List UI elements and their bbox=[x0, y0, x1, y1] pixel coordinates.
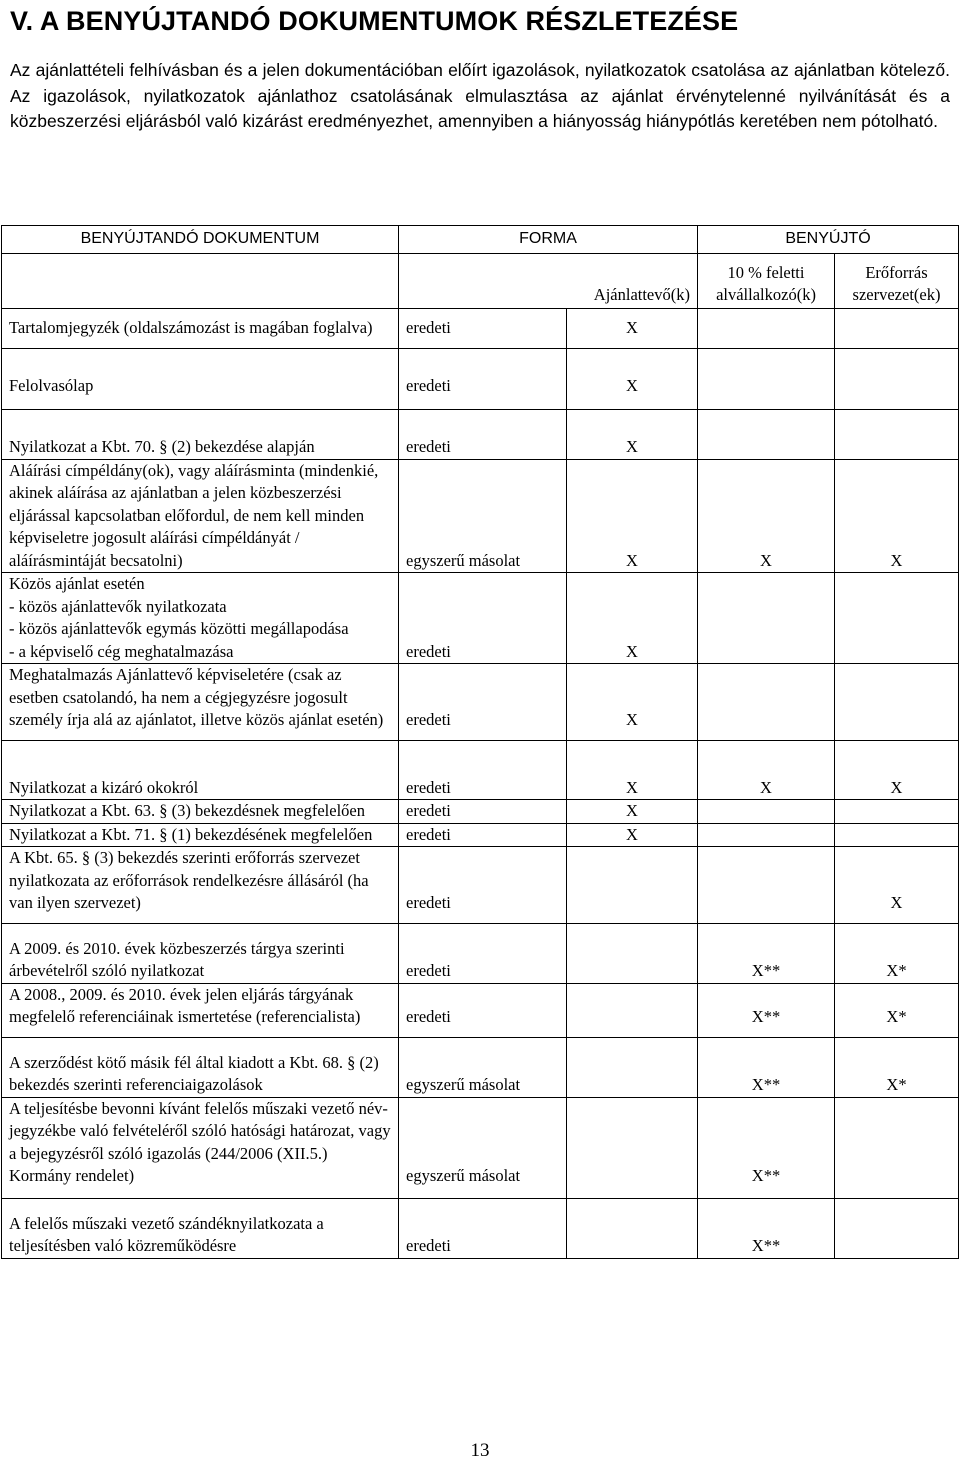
row-form-cell: eredeti bbox=[399, 348, 567, 410]
row-form-cell: egyszerű másolat bbox=[399, 459, 567, 573]
page-title: V. A BENYÚJTANDÓ DOKUMENTUMOK RÉSZLETEZÉSE bbox=[10, 6, 739, 36]
row-resource-cell: X* bbox=[835, 983, 959, 1037]
row-bidder-cell: X bbox=[567, 410, 698, 460]
row-document-cell: Nyilatkozat a Kbt. 70. § (2) bekezdése alapján bbox=[2, 410, 399, 460]
header-submitter: BENYÚJTÓ bbox=[698, 226, 959, 254]
row-document-cell: A 2008., 2009. és 2010. évek jelen eljárás tárgyának megfelelő referenciáinak ismertetése (referencialista) bbox=[2, 983, 399, 1037]
header-document: BENYÚJTANDÓ DOKUMENTUM bbox=[2, 226, 399, 254]
row-bidder-cell: X bbox=[567, 309, 698, 349]
subheader-subcontractor: 10 % feletti alvállalkozó(k) bbox=[698, 254, 835, 309]
row-form-cell: eredeti bbox=[399, 740, 567, 800]
row-subcontractor-cell bbox=[698, 823, 835, 847]
row-document-cell: Felolvasólap bbox=[2, 348, 399, 410]
row-subcontractor-cell bbox=[698, 573, 835, 664]
row-resource-cell: X bbox=[835, 847, 959, 924]
table-row bbox=[2, 983, 959, 1037]
row-resource-cell bbox=[835, 664, 959, 741]
table-row bbox=[2, 923, 959, 983]
header-form: FORMA bbox=[399, 226, 698, 254]
row-document-cell: Aláírási címpéldány(ok), vagy aláírásminta (mindenkié, akinek aláírása az ajánlatban a jelen közbeszerzési eljárással kapcsolatban előfordul, de nem kell minden képviseletre jogosult aláírási címpéldányát / aláírásmintáját becsatolni) bbox=[2, 459, 399, 573]
row-bidder-cell bbox=[567, 1037, 698, 1097]
subheader-resource: Erőforrás szervezet(ek) bbox=[835, 254, 959, 309]
row-subcontractor-cell: X** bbox=[698, 923, 835, 983]
row-resource-cell: X bbox=[835, 740, 959, 800]
table-row bbox=[2, 1097, 959, 1198]
documents-table bbox=[1, 225, 959, 1259]
row-form-cell: eredeti bbox=[399, 664, 567, 741]
row-form-cell: eredeti bbox=[399, 410, 567, 460]
table-row bbox=[2, 348, 959, 410]
row-bidder-cell: X bbox=[567, 740, 698, 800]
row-form-cell: eredeti bbox=[399, 309, 567, 349]
table-row bbox=[2, 800, 959, 824]
intro-paragraph: Az ajánlattételi felhívásban és a jelen dokumentációban előírt igazolások, nyilatkozatok csatolása az ajánlatban kötelező. Az igazolások, nyilatkozatok ajánlathoz csatolásának elmulasztása az ajánlat érvénytelenné nyilvánítását és a közbeszerzési eljárásból való kizárást eredményezhet, amennyiben a hiányosság hiánypótlás keretében nem pótolható. bbox=[10, 60, 950, 131]
row-bidder-cell bbox=[567, 1198, 698, 1258]
row-resource-cell bbox=[835, 410, 959, 460]
row-document-cell: Tartalomjegyzék (oldalszámozást is magában foglalva) bbox=[2, 309, 399, 349]
row-form-cell: eredeti bbox=[399, 923, 567, 983]
row-bidder-cell bbox=[567, 923, 698, 983]
table-row bbox=[2, 309, 959, 349]
row-subcontractor-cell bbox=[698, 664, 835, 741]
row-document-cell: A felelős műszaki vezető szándéknyilatkozata a teljesítésben való közreműködésre bbox=[2, 1198, 399, 1258]
row-form-cell: egyszerű másolat bbox=[399, 1097, 567, 1198]
row-bidder-cell: X bbox=[567, 459, 698, 573]
row-bidder-cell: X bbox=[567, 800, 698, 824]
row-document-cell: Meghatalmazás Ajánlattevő képviseletére (csak az esetben csatolandó, ha nem a cégjegyzésre jogosult személy írja alá az ajánlatot, illetve közös ajánlat esetén) bbox=[2, 664, 399, 741]
row-bidder-cell: X bbox=[567, 823, 698, 847]
row-subcontractor-cell bbox=[698, 309, 835, 349]
table-row bbox=[2, 1037, 959, 1097]
row-resource-cell bbox=[835, 1198, 959, 1258]
table-row bbox=[2, 664, 959, 741]
row-subcontractor-cell bbox=[698, 847, 835, 924]
table-row bbox=[2, 573, 959, 664]
row-subcontractor-cell: X** bbox=[698, 1198, 835, 1258]
row-resource-cell bbox=[835, 348, 959, 410]
row-subcontractor-cell: X** bbox=[698, 1037, 835, 1097]
page-number: 13 bbox=[470, 1440, 490, 1461]
row-document-cell: Nyilatkozat a kizáró okokról bbox=[2, 740, 399, 800]
row-resource-cell: X bbox=[835, 459, 959, 573]
table-row bbox=[2, 740, 959, 800]
row-document-cell: A szerződést kötő másik fél által kiadott a Kbt. 68. § (2) bekezdés szerinti referenciaigazolások bbox=[2, 1037, 399, 1097]
row-form-cell: eredeti bbox=[399, 573, 567, 664]
table-row bbox=[2, 410, 959, 460]
table-row bbox=[2, 847, 959, 924]
row-form-cell: eredeti bbox=[399, 800, 567, 824]
row-bidder-cell: X bbox=[567, 348, 698, 410]
subheader-empty-document bbox=[2, 254, 399, 309]
row-document-cell: Nyilatkozat a Kbt. 63. § (3) bekezdésnek megfelelően bbox=[2, 800, 399, 824]
row-resource-cell bbox=[835, 800, 959, 824]
row-form-cell: egyszerű másolat bbox=[399, 1037, 567, 1097]
row-subcontractor-cell bbox=[698, 800, 835, 824]
table-row bbox=[2, 1198, 959, 1258]
row-subcontractor-cell: X** bbox=[698, 1097, 835, 1198]
row-bidder-cell bbox=[567, 983, 698, 1037]
row-subcontractor-cell: X bbox=[698, 459, 835, 573]
row-resource-cell bbox=[835, 823, 959, 847]
row-form-cell: eredeti bbox=[399, 847, 567, 924]
row-resource-cell bbox=[835, 1097, 959, 1198]
row-resource-cell bbox=[835, 573, 959, 664]
table-row bbox=[2, 459, 959, 573]
row-subcontractor-cell bbox=[698, 348, 835, 410]
subheader-bidder: Ajánlattevő(k) bbox=[399, 254, 698, 309]
row-document-cell: Nyilatkozat a Kbt. 71. § (1) bekezdésének megfelelően bbox=[2, 823, 399, 847]
row-document-cell: A 2009. és 2010. évek közbeszerzés tárgya szerinti árbevételről szóló nyilatkozat bbox=[2, 923, 399, 983]
row-form-cell: eredeti bbox=[399, 1198, 567, 1258]
row-subcontractor-cell: X bbox=[698, 740, 835, 800]
row-bidder-cell bbox=[567, 1097, 698, 1198]
row-resource-cell: X* bbox=[835, 1037, 959, 1097]
row-resource-cell: X* bbox=[835, 923, 959, 983]
row-bidder-cell bbox=[567, 847, 698, 924]
row-document-cell: Közös ajánlat esetén - közös ajánlattevők nyilatkozata - közös ajánlattevők egymás közötti megállapodása - a képviselő cég meghatalmazása bbox=[2, 573, 399, 664]
table-row bbox=[2, 823, 959, 847]
row-subcontractor-cell: X** bbox=[698, 983, 835, 1037]
row-document-cell: A teljesítésbe bevonni kívánt felelős műszaki vezető név-jegyzékbe való felvételéről szóló hatósági határozat, vagy a bejegyzésről szóló igazolás (244/2006 (XII.5.) Kormány rendelet) bbox=[2, 1097, 399, 1198]
row-form-cell: eredeti bbox=[399, 983, 567, 1037]
row-bidder-cell: X bbox=[567, 573, 698, 664]
row-resource-cell bbox=[835, 309, 959, 349]
row-subcontractor-cell bbox=[698, 410, 835, 460]
row-document-cell: A Kbt. 65. § (3) bekezdés szerinti erőforrás szervezet nyilatkozata az erőforrások rendelkezésre állásáról (ha van ilyen szervezet) bbox=[2, 847, 399, 924]
row-bidder-cell: X bbox=[567, 664, 698, 741]
row-form-cell: eredeti bbox=[399, 823, 567, 847]
